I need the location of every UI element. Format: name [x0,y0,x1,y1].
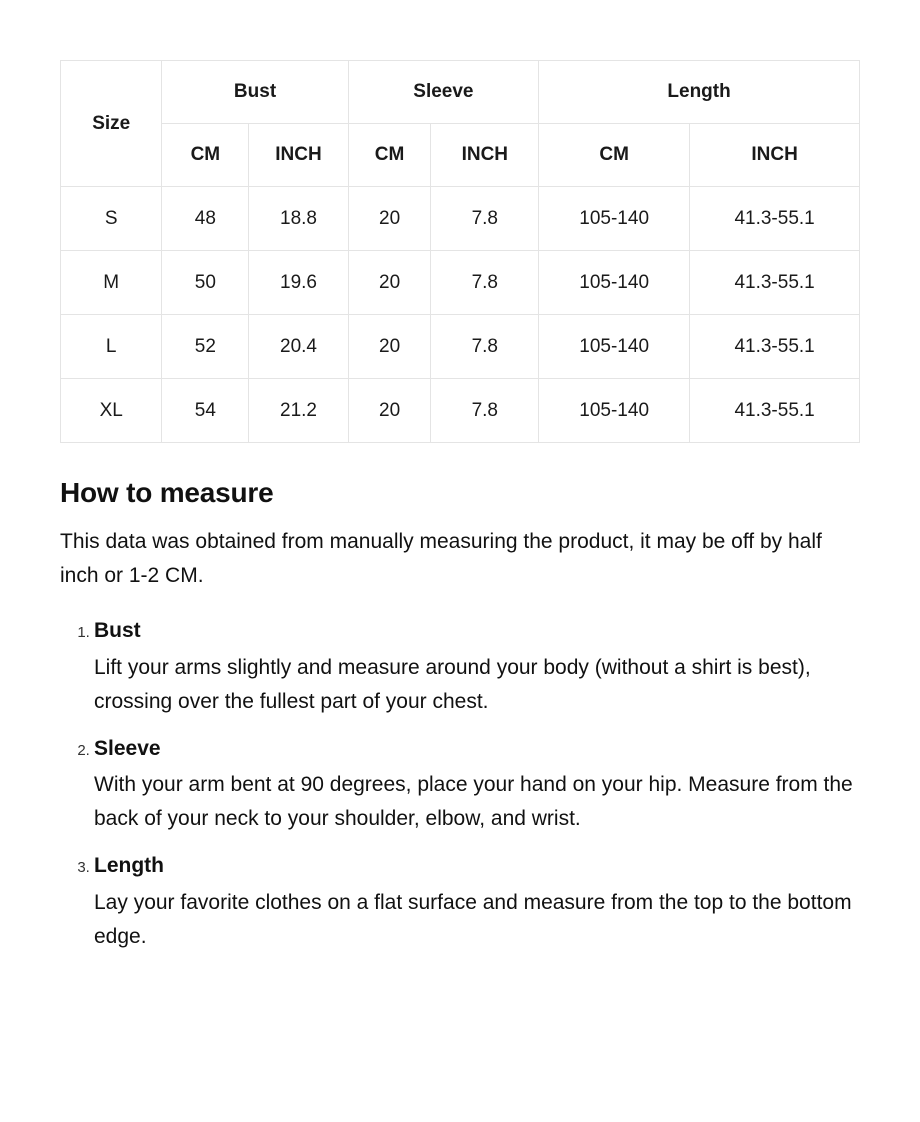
cell-size: M [61,251,162,315]
header-bust-inch: INCH [249,124,348,187]
header-sleeve-cm: CM [348,124,431,187]
table-header-row-groups [61,61,860,124]
cell-bust-inch: 20.4 [249,315,348,379]
header-length-cm: CM [539,124,690,187]
cell-length-cm: 105-140 [539,187,690,251]
size-chart-table [60,60,860,443]
cell-sleeve-inch: 7.8 [431,379,539,443]
header-group-bust: Bust [162,61,348,124]
cell-sleeve-cm: 20 [348,251,431,315]
header-length-inch: INCH [690,124,860,187]
cell-sleeve-cm: 20 [348,379,431,443]
step-body: Lift your arms slightly and measure around your body (without a shirt is best), crossing over the fullest part of your chest. [94,655,811,713]
table-body [61,187,860,443]
cell-bust-inch: 21.2 [249,379,348,443]
cell-sleeve-inch: 7.8 [431,251,539,315]
list-item [94,615,860,719]
cell-size: S [61,187,162,251]
cell-length-inch: 41.3-55.1 [690,187,860,251]
measure-steps-list [60,615,860,954]
step-title: 2. Sleeve [94,736,161,760]
table-header [61,61,860,187]
cell-size: L [61,315,162,379]
cell-length-inch: 41.3-55.1 [690,379,860,443]
step-body: With your arm bent at 90 degrees, place your hand on your hip. Measure from the back of your neck to your shoulder, elbow, and wrist. [94,773,853,831]
cell-bust-cm: 52 [162,315,249,379]
cell-sleeve-inch: 7.8 [431,315,539,379]
page-title: How to measure [60,477,274,508]
cell-size: XL [61,379,162,443]
intro-paragraph: This data was obtained from manually measuring the product, it may be off by half inch or 1-2 CM. [60,530,822,588]
cell-sleeve-cm: 20 [348,315,431,379]
header-sleeve-inch: INCH [431,124,539,187]
list-item [94,733,860,837]
cell-bust-cm: 54 [162,379,249,443]
cell-bust-inch: 19.6 [249,251,348,315]
cell-bust-cm: 48 [162,187,249,251]
cell-length-cm: 105-140 [539,379,690,443]
table-row [61,315,860,379]
cell-length-cm: 105-140 [539,251,690,315]
step-title: 1. Bust [94,619,141,643]
cell-length-inch: 41.3-55.1 [690,251,860,315]
table-row [61,187,860,251]
table-row [61,379,860,443]
cell-sleeve-inch: 7.8 [431,187,539,251]
cell-length-inch: 41.3-55.1 [690,315,860,379]
header-bust-cm: CM [162,124,249,187]
cell-length-cm: 105-140 [539,315,690,379]
header-group-length: Length [539,61,860,124]
list-item [94,850,860,954]
step-title: 3. Length [94,854,164,878]
cell-bust-inch: 18.8 [249,187,348,251]
cell-sleeve-cm: 20 [348,187,431,251]
header-size: Size [61,61,162,187]
header-group-sleeve: Sleeve [348,61,538,124]
cell-bust-cm: 50 [162,251,249,315]
table-row [61,251,860,315]
step-body: Lay your favorite clothes on a flat surface and measure from the top to the bottom edge. [94,890,852,948]
table-header-row-units [61,124,860,187]
